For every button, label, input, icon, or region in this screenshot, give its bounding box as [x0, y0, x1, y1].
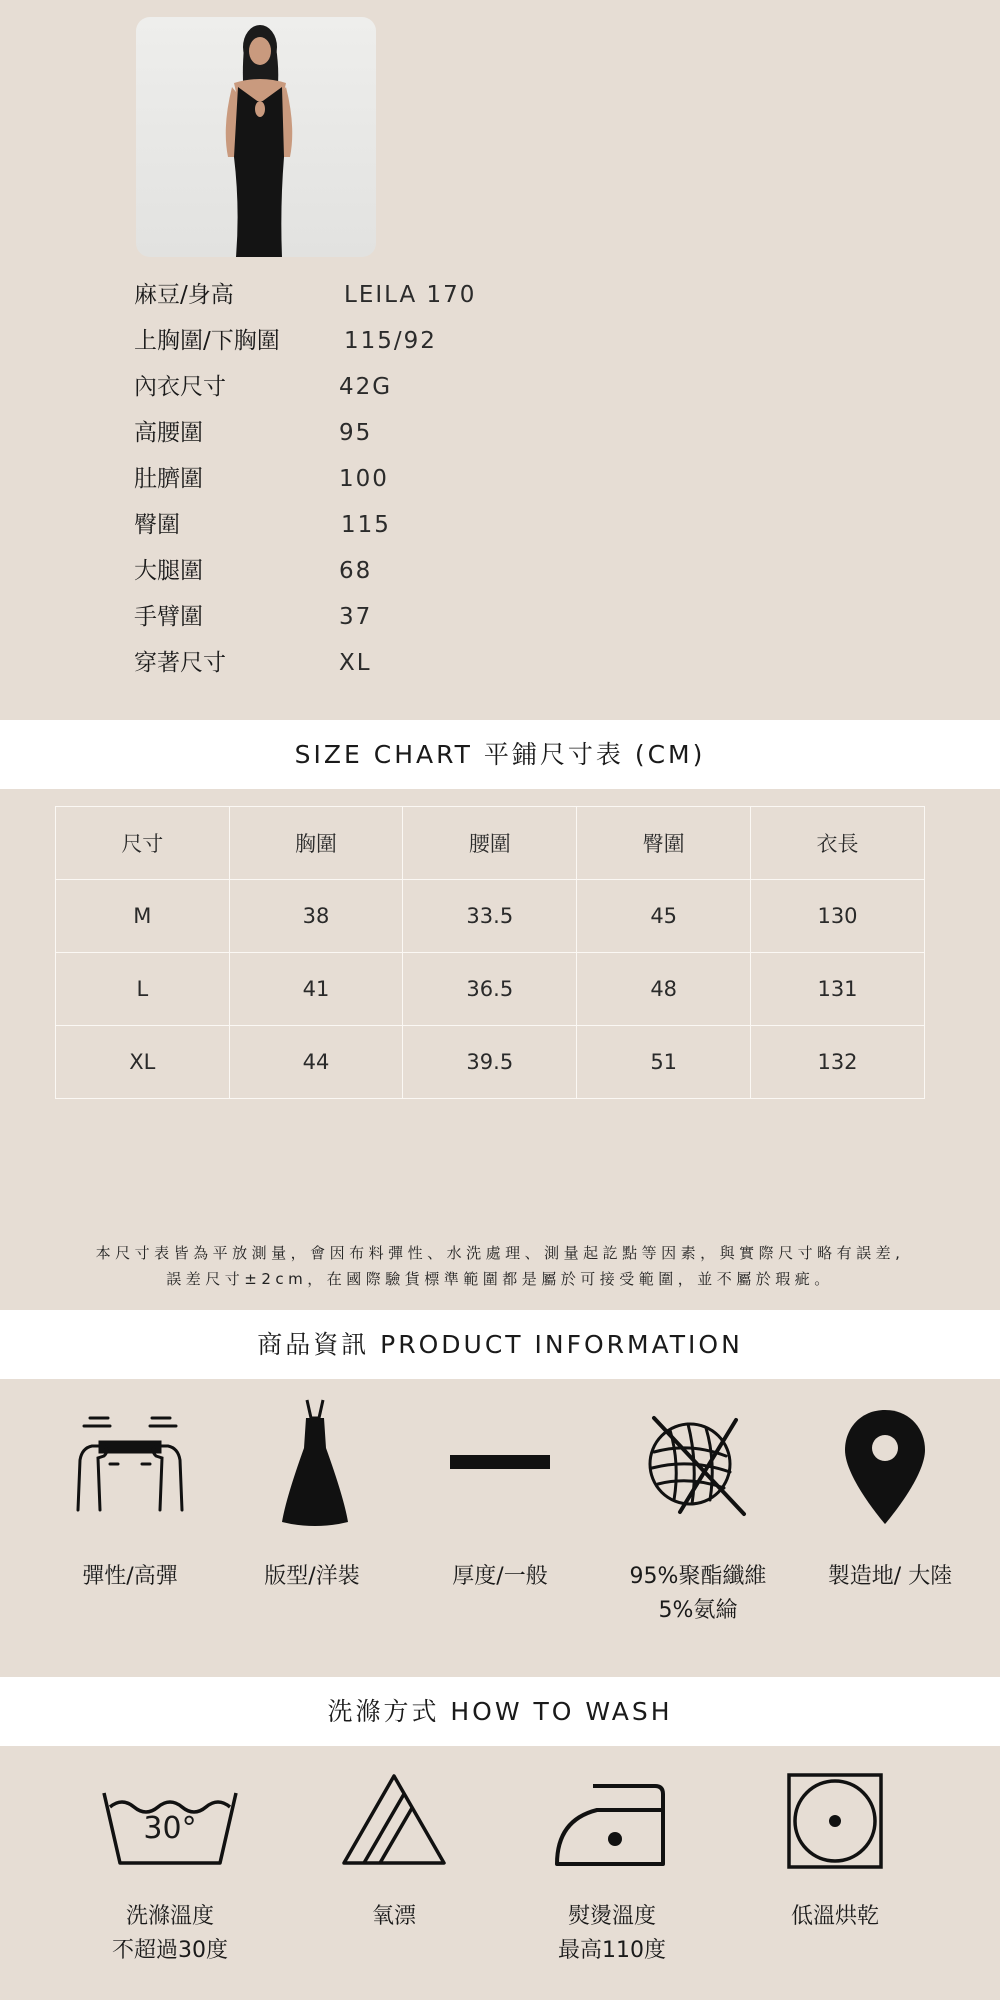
model-row	[134, 459, 389, 499]
product-info-label: 厚度/一般	[452, 1564, 548, 1589]
wash-title: 洗滌方式 HOW TO WASH	[327, 1697, 673, 1726]
wash-sublabel: 最高110度	[558, 1938, 666, 1963]
table-cell: 132	[751, 1026, 925, 1099]
size-note-line: 誤差尺寸±2cm，在國際驗貨標準範圍都是屬於可接受範圍，並不屬於瑕疵。	[166, 1270, 834, 1288]
model-row	[134, 551, 373, 591]
table-row	[56, 1026, 925, 1099]
model-row-value: LEILA 170	[344, 282, 477, 308]
product-info-item	[40, 1560, 220, 1594]
product-info-sublabel: 5%氨綸	[658, 1598, 738, 1623]
wash-item	[745, 1900, 925, 1934]
wash-30-icon	[100, 1785, 240, 1865]
wash-label: 熨燙溫度	[567, 1904, 656, 1929]
size-chart-title: SIZE CHART 平鋪尺寸表 (CM)	[294, 740, 706, 769]
model-row-label: 臀圍	[134, 512, 180, 538]
table-cell: 130	[751, 880, 925, 953]
size-chart-banner	[0, 720, 1000, 789]
table-cell: 38	[229, 880, 403, 953]
model-figure	[136, 17, 376, 257]
stretch-icon	[70, 1410, 190, 1520]
table-cell: 48	[577, 953, 751, 1026]
table-cell: L	[56, 953, 230, 1026]
model-row-value: 100	[339, 466, 389, 492]
wash-label: 洗滌溫度	[125, 1904, 214, 1929]
table-cell: 33.5	[403, 880, 577, 953]
wash-banner	[0, 1677, 1000, 1746]
table-row	[56, 880, 925, 953]
product-info-item	[800, 1560, 980, 1594]
model-row	[134, 505, 391, 545]
size-table	[55, 806, 925, 1099]
model-row	[134, 643, 372, 683]
product-info-title: 商品資訊 PRODUCT INFORMATION	[257, 1330, 743, 1359]
model-row-label: 手臂圍	[134, 604, 203, 630]
table-header-row	[56, 807, 925, 880]
table-header-cell: 胸圍	[229, 807, 403, 880]
table-header-cell: 衣長	[751, 807, 925, 880]
model-row-label: 麻豆/身高	[134, 282, 234, 308]
model-row-label: 上胸圍/下胸圍	[134, 328, 280, 354]
model-row	[134, 321, 437, 361]
model-row-value: 37	[339, 604, 373, 630]
table-cell: XL	[56, 1026, 230, 1099]
product-info-label: 製造地/ 大陸	[827, 1564, 953, 1589]
wash-item	[80, 1900, 260, 1968]
wash-item	[304, 1900, 484, 1934]
model-row	[134, 367, 393, 407]
table-header-cell: 尺寸	[56, 807, 230, 880]
tumble-dry-low-icon	[787, 1773, 883, 1869]
model-row-value: 68	[339, 558, 373, 584]
model-row-label: 大腿圍	[134, 558, 203, 584]
product-info-item	[598, 1560, 798, 1628]
size-note-line: 本尺寸表皆為平放測量，會因布料彈性、水洗處理、測量起訖點等因素，與實際尺寸略有誤差,	[95, 1244, 905, 1262]
model-row-value: 115	[341, 512, 391, 538]
product-info-item	[410, 1560, 590, 1594]
wash-temp-label: 30°	[143, 1811, 197, 1846]
iron-icon	[553, 1780, 667, 1868]
table-cell: 36.5	[403, 953, 577, 1026]
table-cell: 51	[577, 1026, 751, 1099]
model-row	[134, 413, 373, 453]
wash-sublabel: 不超過30度	[112, 1938, 228, 1963]
model-row	[134, 597, 373, 637]
wash-label: 氧漂	[371, 1904, 416, 1929]
thickness-icon	[450, 1455, 550, 1469]
yarn-icon	[640, 1412, 750, 1522]
model-row-label: 高腰圍	[134, 420, 203, 446]
table-cell: 39.5	[403, 1026, 577, 1099]
model-row-label: 穿著尺寸	[134, 650, 226, 676]
model-row-value: 115/92	[344, 328, 437, 354]
dress-icon	[280, 1398, 350, 1528]
model-row-label: 肚臍圍	[134, 466, 203, 492]
model-row-value: 42G	[339, 374, 393, 400]
product-info-label: 版型/洋裝	[264, 1564, 360, 1589]
table-header-cell: 腰圍	[403, 807, 577, 880]
wash-item	[522, 1900, 702, 1968]
table-cell: 131	[751, 953, 925, 1026]
wash-label: 低溫烘乾	[790, 1904, 879, 1929]
model-row-value: XL	[339, 650, 372, 676]
table-cell: M	[56, 880, 230, 953]
location-pin-icon	[843, 1408, 927, 1526]
product-info-banner	[0, 1310, 1000, 1379]
bleach-icon	[340, 1772, 448, 1867]
table-header-cell: 臀圍	[577, 807, 751, 880]
table-cell: 41	[229, 953, 403, 1026]
model-photo	[136, 17, 376, 257]
size-note	[20, 1240, 980, 1292]
table-row	[56, 953, 925, 1026]
table-cell: 44	[229, 1026, 403, 1099]
product-info-label: 彈性/高彈	[82, 1564, 178, 1589]
product-info-item	[222, 1560, 402, 1594]
model-row-value: 95	[339, 420, 373, 446]
product-info-label: 95%聚酯纖維	[629, 1564, 767, 1589]
model-row	[134, 275, 477, 315]
model-row-label: 內衣尺寸	[134, 374, 226, 400]
table-cell: 45	[577, 880, 751, 953]
